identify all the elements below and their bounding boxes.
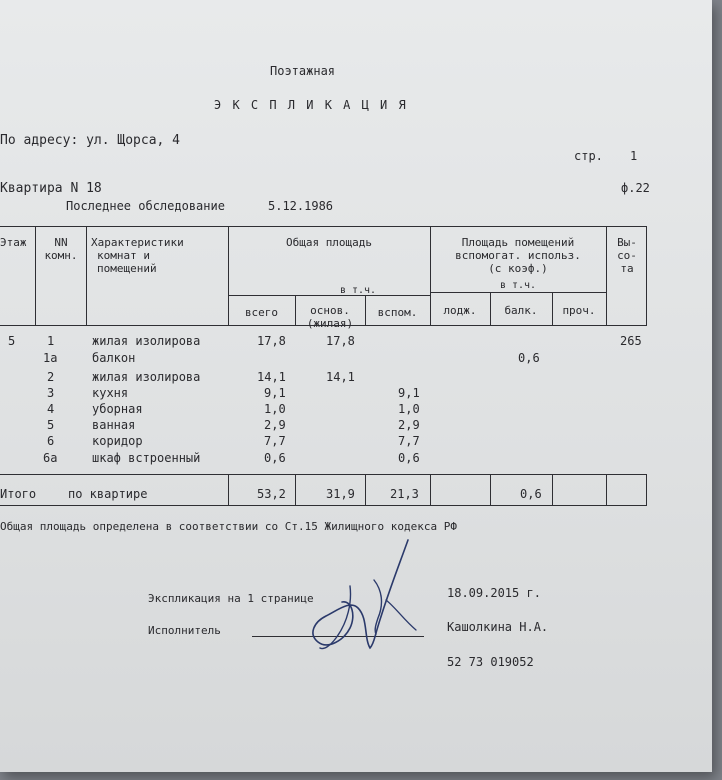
col-divider <box>552 474 553 506</box>
room-no: 5 <box>47 418 55 432</box>
col-divider <box>490 474 491 506</box>
floor-value: 5 <box>8 334 16 348</box>
height-value: 265 <box>620 334 642 348</box>
executor-phone: 52 73 019052 <box>447 655 534 669</box>
page-label: стр. <box>574 149 603 163</box>
table-row <box>0 386 647 400</box>
area-main: 17,8 <box>326 334 355 348</box>
area-all: 9,1 <box>264 386 286 400</box>
total-all: 53,2 <box>257 487 286 501</box>
header-char-2: комнат и <box>97 249 150 262</box>
header-col-living: (жилая) <box>306 317 354 330</box>
header-incl-2: в т.ч. <box>499 280 537 291</box>
total-by: по квартире <box>68 487 148 501</box>
handwritten-signature <box>290 538 430 658</box>
inspection-date: 5.12.1986 <box>268 199 334 213</box>
table-top-border <box>0 226 647 227</box>
area-main: 14,1 <box>326 370 355 384</box>
area-all: 0,6 <box>264 451 286 465</box>
header-col-other: проч. <box>562 304 596 317</box>
header-aux-2: вспомогат. использ. <box>455 249 581 262</box>
area-aux: 7,7 <box>398 434 420 448</box>
area-aux: 0,6 <box>398 451 420 465</box>
room-no: 4 <box>47 402 55 416</box>
executor-name: Кашолкина Н.А. <box>447 620 549 634</box>
table-row <box>0 418 647 432</box>
header-col-aux: вспом. <box>377 306 418 319</box>
document-subtitle: Поэтажная <box>270 64 336 78</box>
header-col-loggia: лодж. <box>443 304 477 317</box>
table-row <box>0 434 647 448</box>
area-all: 7,7 <box>264 434 286 448</box>
area-all: 2,9 <box>264 418 286 432</box>
executor-label: Исполнитель <box>148 624 221 637</box>
explication-pages: Экспликация на 1 странице <box>148 592 314 605</box>
area-aux: 2,9 <box>398 418 420 432</box>
col-divider <box>606 474 607 506</box>
total-balcony: 0,6 <box>520 487 542 501</box>
header-char-1: Характеристики <box>91 236 184 249</box>
total-main: 31,9 <box>326 487 355 501</box>
table-header <box>0 226 647 330</box>
area-aux: 1,0 <box>398 402 420 416</box>
header-height-2: со- <box>617 249 637 262</box>
total-top-border <box>0 474 647 475</box>
col-divider <box>228 474 229 506</box>
area-all: 1,0 <box>264 402 286 416</box>
total-label: Итого <box>0 487 37 501</box>
header-room-no-1: NN <box>54 236 68 249</box>
header-height-1: Вы- <box>617 236 637 249</box>
total-aux: 21,3 <box>390 487 419 501</box>
table-row <box>0 370 647 384</box>
room-no: 6 <box>47 434 55 448</box>
document-title: Э К С П Л И К А Ц И Я <box>214 98 408 112</box>
room-name: кухня <box>92 386 129 400</box>
area-aux: 9,1 <box>398 386 420 400</box>
col-divider <box>295 474 296 506</box>
room-name: балкон <box>92 351 136 365</box>
incl-text: в т.ч. <box>339 285 377 296</box>
room-no: 1а <box>43 351 58 365</box>
area-note: Общая площадь определена в соответствии со Ст.15 Жилищного кодекса РФ <box>0 520 457 533</box>
total-row <box>0 474 647 506</box>
header-floor: Этаж <box>0 236 27 249</box>
room-no: 2 <box>47 370 55 384</box>
area-all: 17,8 <box>257 334 286 348</box>
header-char-3: помещений <box>97 262 157 275</box>
header-col-all: всего <box>244 306 279 319</box>
header-total-area: Общая площадь <box>285 236 373 249</box>
page-number: 1 <box>630 149 638 163</box>
total-bottom-border <box>0 505 647 506</box>
col-divider <box>86 226 87 326</box>
room-name: коридор <box>92 434 143 448</box>
table-row <box>0 334 647 348</box>
table-row <box>0 351 647 365</box>
apartment-number: Квартира N 18 <box>0 181 102 196</box>
address-line: По адресу: ул. Щорса, 4 <box>0 133 181 148</box>
header-aux-1: Площадь помещений <box>461 236 575 249</box>
header-aux-3: (с коэф.) <box>488 262 548 275</box>
table-row <box>0 451 647 465</box>
header-col-balcony: балк. <box>504 304 538 317</box>
room-no: 1 <box>47 334 55 348</box>
table-row <box>0 402 647 416</box>
area-balcony: 0,6 <box>518 351 540 365</box>
col-divider <box>365 474 366 506</box>
room-name: жилая изолирова <box>92 370 201 384</box>
col-divider <box>646 474 647 506</box>
header-room-no-2: комн. <box>44 249 78 262</box>
room-name: ванная <box>92 418 136 432</box>
signature-date: 18.09.2015 г. <box>447 586 541 600</box>
form-code: ф.22 <box>621 181 650 195</box>
room-name: шкаф встроенный <box>92 451 201 465</box>
room-name: жилая изолирова <box>92 334 201 348</box>
header-col-main: основ. <box>310 304 350 317</box>
col-divider <box>430 474 431 506</box>
room-name: уборная <box>92 402 143 416</box>
area-all: 14,1 <box>257 370 286 384</box>
room-no: 6а <box>43 451 58 465</box>
header-height-3: та <box>620 262 634 275</box>
room-no: 3 <box>47 386 55 400</box>
inspection-label: Последнее обследование <box>66 199 225 213</box>
